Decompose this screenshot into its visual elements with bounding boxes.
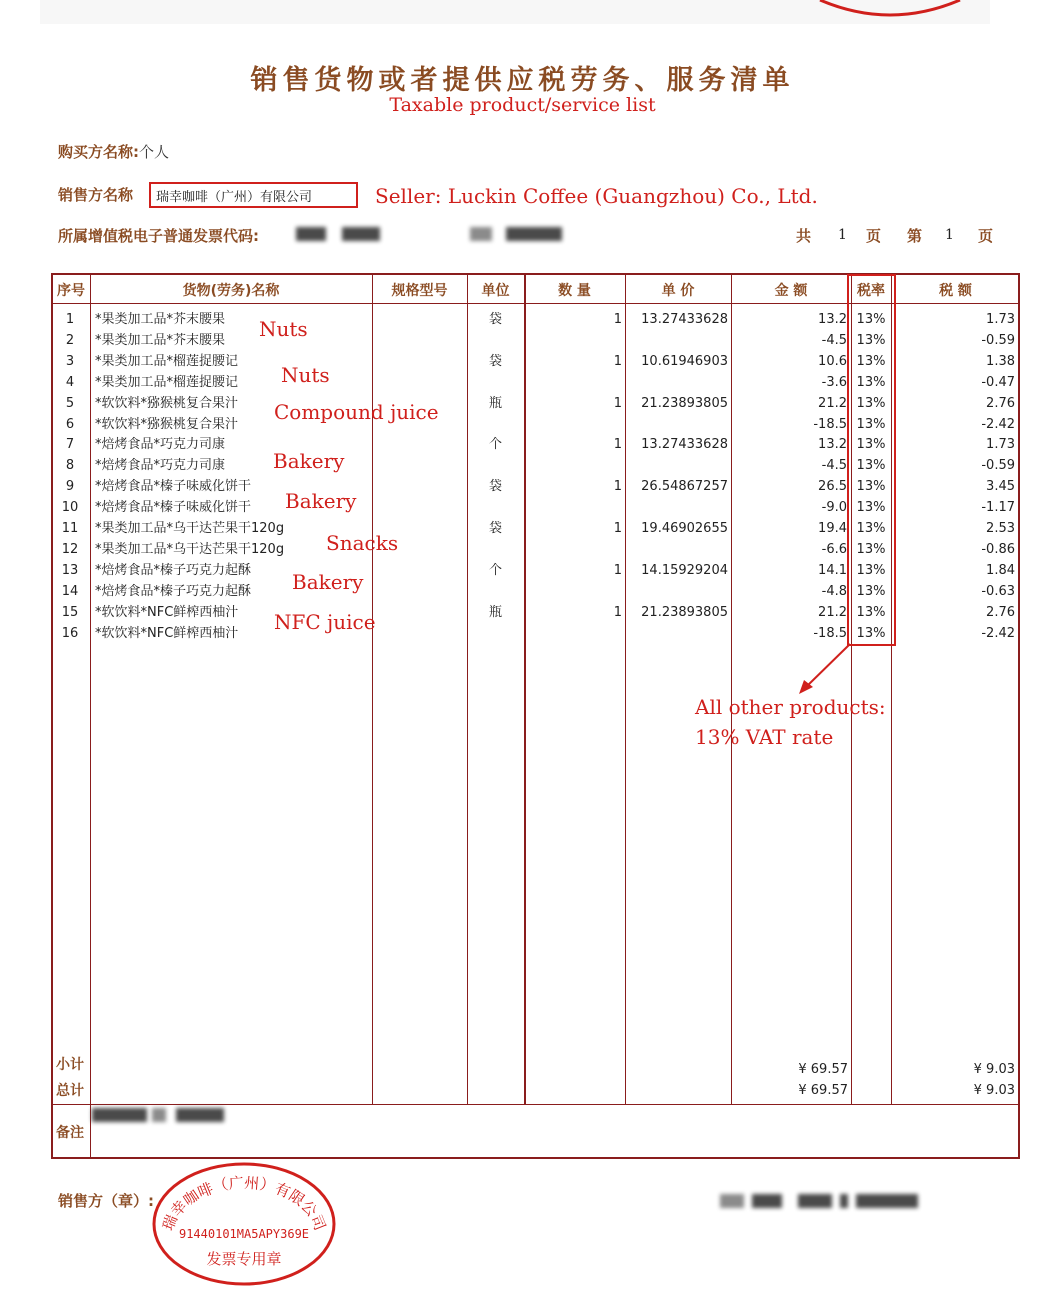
row-no: 12 xyxy=(61,542,79,557)
vat-note-line1: All other products: xyxy=(695,695,886,719)
redacted-footer-2 xyxy=(752,1194,782,1208)
row-tax: -0.86 xyxy=(981,542,1015,557)
buyer-value: 个人 xyxy=(139,143,170,161)
subtotal-tax: ¥ 9.03 xyxy=(973,1062,1015,1077)
redacted-code-4 xyxy=(506,227,562,241)
row-rate: 13% xyxy=(856,375,886,390)
col-header-name: 货物(劳务)名称 xyxy=(182,283,280,299)
row-name: *软饮料*猕猴桃复合果汁 xyxy=(95,396,239,411)
row-rate: 13% xyxy=(856,563,886,578)
row-no: 6 xyxy=(65,417,75,432)
row-name: *果类加工品*芥末腰果 xyxy=(95,333,226,348)
category-annotation: Compound juice xyxy=(274,400,439,424)
row-name: *焙烤食品*榛子巧克力起酥 xyxy=(95,584,252,599)
row-rate: 13% xyxy=(856,626,886,641)
redacted-footer-3 xyxy=(798,1194,832,1208)
row-name: *焙烤食品*榛子味威化饼干 xyxy=(95,500,252,515)
row-price: 19.46902655 xyxy=(641,521,728,536)
row-name: *软饮料*NFC鲜榨西柚汁 xyxy=(95,626,239,641)
row-amount: -9.0 xyxy=(821,500,847,515)
row-name: *焙烤食品*榛子巧克力起酥 xyxy=(95,563,252,578)
row-unit: 瓶 xyxy=(488,396,502,411)
row-amount: -18.5 xyxy=(813,626,847,641)
row-tax: 2.53 xyxy=(986,521,1015,536)
category-annotation: Snacks xyxy=(326,531,399,555)
row-qty: 1 xyxy=(613,479,622,494)
subtotal-amount: ¥ 69.57 xyxy=(798,1062,848,1077)
redacted-remarks-3 xyxy=(176,1108,224,1122)
row-price: 14.15929204 xyxy=(641,563,728,578)
row-tax: 1.38 xyxy=(986,354,1015,369)
remarks-label: 备注 xyxy=(56,1125,84,1141)
col-line xyxy=(625,273,626,1104)
row-amount: -4.8 xyxy=(821,584,847,599)
total-amount: ¥ 69.57 xyxy=(798,1083,848,1098)
row-rate: 13% xyxy=(856,354,886,369)
row-qty: 1 xyxy=(613,521,622,536)
col-header-tax: 税 额 xyxy=(939,283,972,299)
redacted-remarks-2 xyxy=(152,1108,166,1122)
row-tax: 2.76 xyxy=(986,605,1015,620)
col-header-rate: 税率 xyxy=(857,283,885,299)
row-amount: 19.4 xyxy=(818,521,847,536)
row-rate: 13% xyxy=(856,584,886,599)
row-rate: 13% xyxy=(856,396,886,411)
page-current: 1 xyxy=(945,227,954,243)
col-header-qty: 数 量 xyxy=(558,283,591,299)
title-english: Taxable product/service list xyxy=(389,94,656,116)
row-no: 13 xyxy=(61,563,79,578)
row-amount: -18.5 xyxy=(813,417,847,432)
row-unit: 袋 xyxy=(488,312,502,327)
stamp-code: 91440101MA5APY369E xyxy=(178,1227,310,1241)
row-qty: 1 xyxy=(613,605,622,620)
row-tax: 3.45 xyxy=(986,479,1015,494)
row-no: 7 xyxy=(65,437,75,452)
redacted-code-3 xyxy=(470,227,492,241)
total-tax: ¥ 9.03 xyxy=(973,1083,1015,1098)
row-amount: 10.6 xyxy=(818,354,847,369)
col-line xyxy=(372,273,373,1104)
row-name: *软饮料*NFC鲜榨西柚汁 xyxy=(95,605,239,620)
row-no: 11 xyxy=(61,521,79,536)
row-name: *果类加工品*乌干达芒果干120g xyxy=(95,542,285,557)
buyer-label-text: 购买方名称: xyxy=(58,143,139,161)
row-price: 21.23893805 xyxy=(641,396,728,411)
seller-stamp-label: 销售方（章）: xyxy=(58,1192,154,1210)
row-no: 8 xyxy=(65,458,75,473)
row-amount: 21.2 xyxy=(818,605,847,620)
row-unit: 袋 xyxy=(488,479,502,494)
stamp-bottom-text: 发票专用章 xyxy=(206,1250,282,1268)
page-total: 1 xyxy=(838,227,847,243)
row-name: *果类加工品*芥末腰果 xyxy=(95,312,226,327)
col-header-price: 单 价 xyxy=(661,283,695,299)
row-tax: -0.59 xyxy=(981,333,1015,348)
redacted-footer-5 xyxy=(856,1194,918,1208)
row-name: *果类加工品*榴莲捉腰记 xyxy=(95,375,239,390)
svg-text:瑞幸咖啡（广州）有限公司 xyxy=(159,1174,329,1233)
row-no: 3 xyxy=(65,354,75,369)
row-qty: 1 xyxy=(613,563,622,578)
col-header-amount: 金 额 xyxy=(774,283,808,299)
row-amount: -4.5 xyxy=(821,458,847,473)
col-header-unit: 单位 xyxy=(481,283,510,299)
row-price: 21.23893805 xyxy=(641,605,728,620)
annotation-arrow xyxy=(795,640,855,696)
col-line xyxy=(90,273,91,1104)
redacted-remarks-1 xyxy=(92,1108,147,1122)
category-annotation: Bakery xyxy=(273,449,345,473)
row-name: *软饮料*猕猴桃复合果汁 xyxy=(95,417,239,432)
row-tax: 1.84 xyxy=(986,563,1015,578)
category-annotation: NFC juice xyxy=(274,610,376,634)
seller-label: 销售方名称 xyxy=(58,186,134,204)
stamp-graphic xyxy=(150,1160,338,1288)
category-annotation: Bakery xyxy=(285,489,357,513)
row-rate: 13% xyxy=(856,605,886,620)
row-price: 26.54867257 xyxy=(641,479,728,494)
category-annotation: Nuts xyxy=(281,363,330,387)
table-totals-line xyxy=(51,1104,1020,1105)
row-amount: 14.1 xyxy=(818,563,847,578)
row-no: 4 xyxy=(65,375,75,390)
row-rate: 13% xyxy=(856,333,886,348)
col-line xyxy=(524,273,526,1104)
buyer-label xyxy=(58,141,169,162)
row-name: *焙烤食品*巧克力司康 xyxy=(95,437,226,452)
redacted-footer-1 xyxy=(720,1194,744,1208)
row-rate: 13% xyxy=(856,500,886,515)
col-header-spec: 规格型号 xyxy=(391,283,448,299)
row-amount: -4.5 xyxy=(821,333,847,348)
row-tax: -0.63 xyxy=(981,584,1015,599)
page-current-prefix: 第 xyxy=(907,227,923,245)
title-chinese: 销售货物或者提供应税劳务、服务清单 xyxy=(250,65,795,96)
row-unit: 袋 xyxy=(488,354,502,369)
row-rate: 13% xyxy=(856,437,886,452)
seller-official-stamp xyxy=(150,1160,338,1288)
row-no: 2 xyxy=(65,333,75,348)
row-name: *果类加工品*榴莲捉腰记 xyxy=(95,354,239,369)
row-no: 16 xyxy=(61,626,79,641)
row-tax: -2.42 xyxy=(981,417,1015,432)
row-rate: 13% xyxy=(856,458,886,473)
category-annotation: Nuts xyxy=(259,317,308,341)
redacted-code-1 xyxy=(296,227,326,241)
col-header-no: 序号 xyxy=(57,283,85,299)
row-rate: 13% xyxy=(856,542,886,557)
row-qty: 1 xyxy=(613,354,622,369)
row-price: 13.27433628 xyxy=(641,312,728,327)
seller-value: 瑞幸咖啡（广州）有限公司 xyxy=(156,190,313,205)
stamp-top-text: 瑞幸咖啡（广州）有限公司 xyxy=(158,1173,330,1234)
row-unit: 个 xyxy=(488,563,502,578)
total-label: 总计 xyxy=(56,1083,84,1099)
row-qty: 1 xyxy=(613,437,622,452)
row-qty: 1 xyxy=(613,396,622,411)
row-tax: -0.47 xyxy=(981,375,1015,390)
row-tax: 1.73 xyxy=(986,312,1015,327)
row-no: 9 xyxy=(65,479,75,494)
row-no: 15 xyxy=(61,605,79,620)
row-amount: 13.2 xyxy=(818,312,847,327)
row-tax: 2.76 xyxy=(986,396,1015,411)
row-tax: -1.17 xyxy=(981,500,1015,515)
page-unit-2: 页 xyxy=(978,227,994,245)
row-tax: -2.42 xyxy=(981,626,1015,641)
row-name: *焙烤食品*榛子味威化饼干 xyxy=(95,479,252,494)
subtotal-label: 小计 xyxy=(56,1057,84,1073)
stamp-arc-top xyxy=(800,0,980,22)
row-price: 10.61946903 xyxy=(641,354,728,369)
vat-rate-highlight-box xyxy=(847,274,896,646)
row-rate: 13% xyxy=(856,417,886,432)
row-unit: 袋 xyxy=(488,521,502,536)
remarks-divider xyxy=(90,1104,91,1158)
row-rate: 13% xyxy=(856,312,886,327)
vat-note-line2: 13% VAT rate xyxy=(695,725,834,749)
row-no: 14 xyxy=(61,584,79,599)
row-rate: 13% xyxy=(856,521,886,536)
row-tax: 1.73 xyxy=(986,437,1015,452)
row-amount: 13.2 xyxy=(818,437,847,452)
row-amount: -3.6 xyxy=(821,375,847,390)
page-unit: 页 xyxy=(866,227,882,245)
page-total-prefix: 共 xyxy=(796,227,812,245)
redacted-footer-4 xyxy=(840,1194,848,1208)
row-no: 5 xyxy=(65,396,75,411)
row-qty: 1 xyxy=(613,312,622,327)
row-amount: 26.5 xyxy=(818,479,847,494)
row-tax: -0.59 xyxy=(981,458,1015,473)
redacted-code-2 xyxy=(342,227,380,241)
row-unit: 个 xyxy=(488,437,502,452)
row-rate: 13% xyxy=(856,479,886,494)
row-name: *焙烤食品*巧克力司康 xyxy=(95,458,226,473)
seller-annotation: Seller: Luckin Coffee (Guangzhou) Co., Ltd. xyxy=(375,184,818,208)
row-no: 10 xyxy=(61,500,79,515)
row-name: *果类加工品*乌干达芒果干120g xyxy=(95,521,285,536)
category-annotation: Bakery xyxy=(292,570,364,594)
col-line xyxy=(731,273,732,1104)
row-amount: 21.2 xyxy=(818,396,847,411)
row-unit: 瓶 xyxy=(488,605,502,620)
invoice-code-label: 所属增值税电子普通发票代码: xyxy=(58,227,259,245)
row-price: 13.27433628 xyxy=(641,437,728,452)
row-no: 1 xyxy=(65,312,75,327)
row-amount: -6.6 xyxy=(821,542,847,557)
